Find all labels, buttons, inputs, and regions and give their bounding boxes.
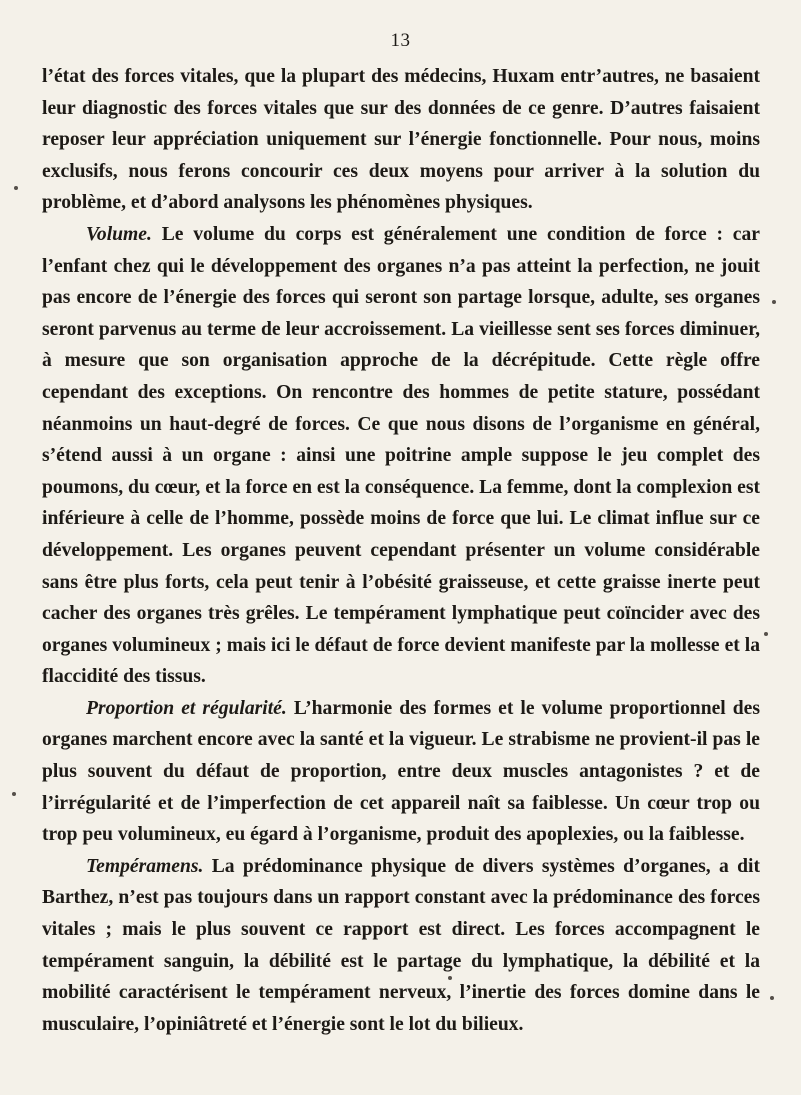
- paper-speck: [770, 996, 774, 1000]
- paper-speck: [764, 632, 768, 636]
- paragraph-temperaments: [42, 851, 760, 1041]
- section-heading-proportion: Proportion et régularité.: [86, 697, 287, 719]
- paragraph-volume: [42, 219, 760, 693]
- body-text: [42, 61, 760, 1040]
- paper-speck: [14, 186, 18, 190]
- paragraph-text: L’harmonie des formes et le volume proportionnel des organes marchent encore avec la santé et la vigueur. Le strabisme ne provient-il pas le plus souvent du défaut de proportion, entre deux muscles antagonistes ? et de l’irrégularité et de l’imperfection de cet appareil naît sa faiblesse. Un cœur trop ou trop peu volumineux, eu égard à l’organisme, produit des apoplexies, ou la faiblesse.: [42, 697, 760, 846]
- paragraph-text: l’état des forces vitales, que la plupart des médecins, Huxam entr’autres, ne basaient leur diagnostic des forces vitales que sur des données de ce genre. D’autres faisaient reposer leur appréciation uniquement sur l’énergie fonctionnelle. Pour nous, moins exclusifs, nous ferons concourir ces deux moyens pour arriver à la solution du problème, et d’abord analysons les phénomènes physiques.: [42, 66, 760, 214]
- page-number: 13: [390, 30, 411, 51]
- paper-speck: [772, 300, 776, 304]
- paragraph-proportion: [42, 693, 760, 851]
- section-heading-temperaments: Tempéramens.: [86, 855, 204, 877]
- paragraph-intro: [42, 61, 760, 219]
- paper-speck: [448, 976, 452, 980]
- paper-speck: [12, 792, 16, 796]
- paragraph-text: Le volume du corps est généralement une condition de force : car l’enfant chez qui le développement des organes n’a pas atteint la perfection, ne jouit pas encore de l’énergie des forces qui seront son partage lorsque, adulte, ses organes seront parvenus au terme de leur accroissement. La vieillesse sent ses forces diminuer, à mesure que son organisation approche de la décrépitude. Cette règle offre cependant des exceptions. On rencontre des hommes de petite stature, possédant néanmoins un haut-degré de forces. Ce que nous disons de l’organisme en général, s’étend aussi à un organe : ainsi une poitrine ample suppose le jeu complet des poumons, du cœur, et la force en est la conséquence. La femme, dont la complexion est inférieure à celle de l’homme, possède moins de force que lui. Le climat influe sur ce développement. Les organes peuvent cependant présenter un volume considérable sans être plus forts, cela peut tenir à l’obésité graisseuse, et cette graisse inerte peut cacher des organes très grêles. Le tempérament lymphatique peut coïncider avec des organes volumineux ; mais ici le défaut de force devient manifeste par la mollesse et la flaccidité des tissus.: [42, 223, 760, 688]
- section-heading-volume: Volume.: [86, 223, 152, 245]
- paragraph-text: La prédominance physique de divers systèmes d’organes, a dit Barthez, n’est pas toujours dans un rapport constant avec la prédominance des forces vitales ; mais le plus souvent ce rapport est direct. Les forces accompagnent le tempérament sanguin, la débilité est le partage du lymphatique, la débilité et la mobilité caractérisent le tempérament nerveux, l’inertie des forces domine dans le musculaire, l’opiniâtreté et l’énergie sont le lot du bilieux.: [42, 855, 760, 1035]
